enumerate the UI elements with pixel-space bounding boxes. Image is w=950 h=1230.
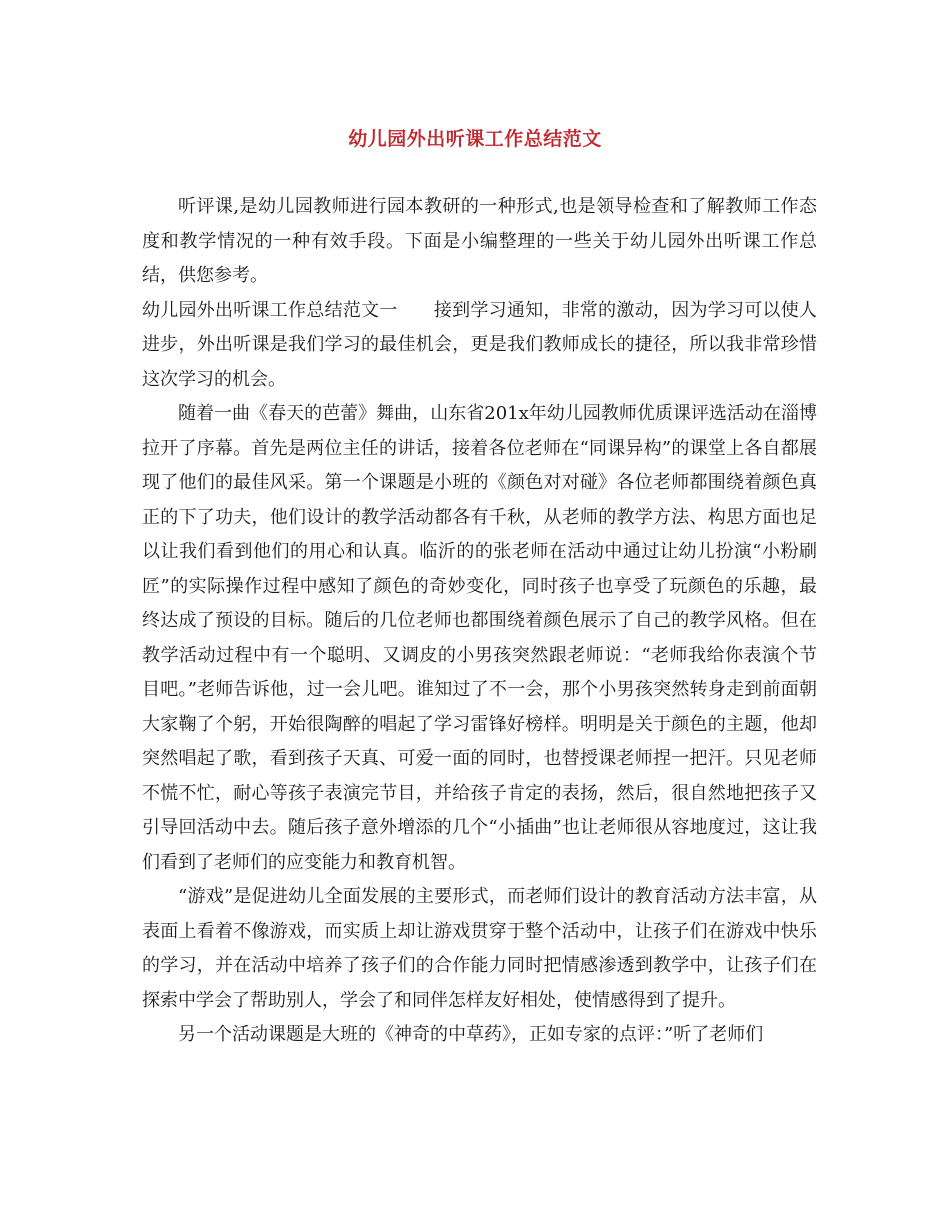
section-paragraph [142,294,817,398]
intro-paragraph: 听评课,是幼儿园教师进行园本教研的一种形式,也是领导检查和了解教师工作态度和教学情况的一种有效手段。下面是小编整理的一些关于幼儿园外出听课工作总结，供您参考。 [142,196,817,286]
section-heading: 幼儿园外出听课工作总结范文一 [142,299,398,321]
paragraph-3: “游戏”是促进幼儿全面发展的主要形式，而老师们设计的教育活动方法丰富，从表面上看着不像游戏，而实质上却让游戏贯穿于整个活动中，让孩子们在游戏中快乐的学习，并在活动中培养了孩子们的合作能力同时把情感渗透到教学中，让孩子们在探索中学会了帮助别人，学会了和同伴怎样友好相处，使情感得到了提升。 [142,886,817,1011]
document-title: 幼儿园外出听课工作总结范文 [348,128,602,150]
paragraph-4: 另一个活动课题是大班的《神奇的中草药》，正如专家的点评：”听了老师们 [178,1024,764,1045]
document-body [142,190,817,1053]
section-lead-text: 接到学习通知，非常的激动，因为学习可以使人进步，外出听课是我们学习的最佳机会，更是我们教师成长的捷径，所以我非常珍惜这次学习的机会。 [142,299,818,390]
paragraph-2: 随着一曲《春天的芭蕾》舞曲，山东省201x年幼儿园教师优质课评选活动在淄博拉开了序幕。首先是两位主任的讲话，接着各位老师在“同课异构”的课堂上各自都展现了他们的最佳风采。第一个课题是小班的《颜色对对碰》各位老师都围绕着颜色真正的下了功夫，他们设计的教学活动都各有千秋，从老师的教学方法、构思方面也足以让我们看到他们的用心和认真。临沂的的张老师在活动中通过让幼儿扮演“小粉刷匠”的实际操作过程中感知了颜色的奇妙变化，同时孩子也享受了玩颜色的乐趣，最终达成了预设的目标。随后的几位老师也都围绕着颜色展示了自己的教学风格。但在教学活动过程中有一个聪明、又调皮的小男孩突然跟老师说：“老师我给你表演个节目吧。”老师告诉他，过一会儿吧。谁知过了不一会，那个小男孩突然转身走到前面朝大家鞠了个躬，开始很陶醉的唱起了学习雷锋好榜样。明明是关于颜色的主题，他却突然唱起了歌，看到孩子天真、可爱一面的同时，也替授课老师捏一把汗。只见老师不慌不忙，耐心等孩子表演完节目，并给孩子肯定的表扬，然后，很自然地把孩子又引导回活动中去。随后孩子意外增添的几个“小插曲”也让老师很从容地度过，这让我们看到了老师们的应变能力和教育机智。 [142,403,817,873]
